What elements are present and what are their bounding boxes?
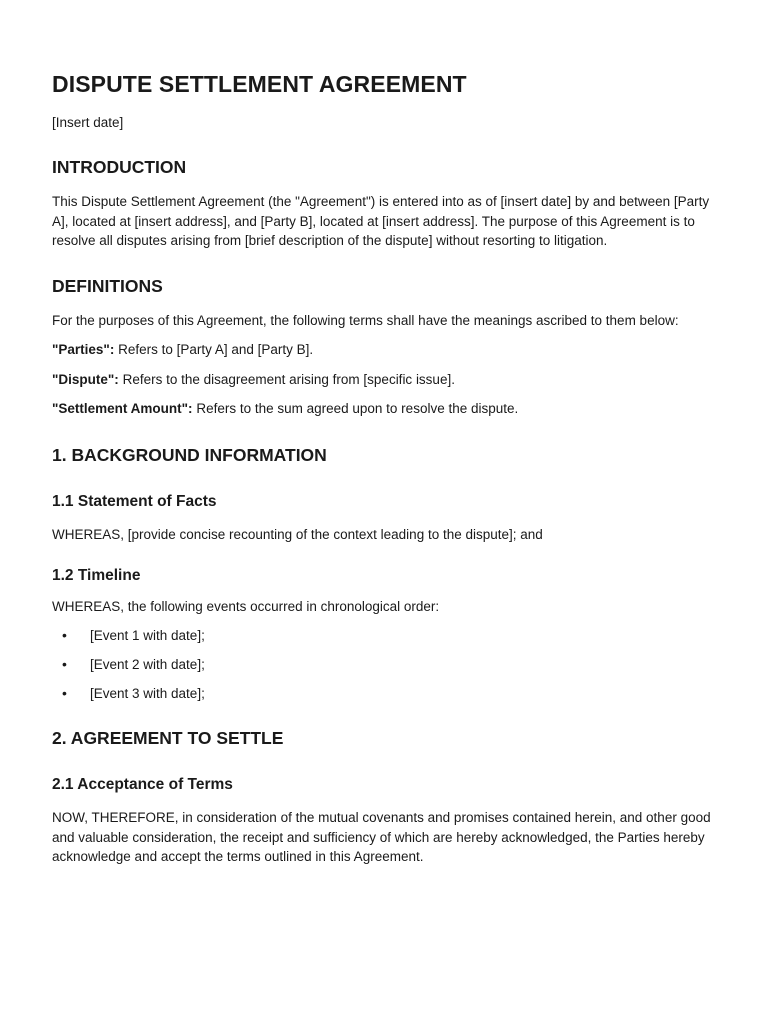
event-text: [Event 1 with date];: [90, 627, 205, 643]
introduction-body: This Dispute Settlement Agreement (the "Agreement") is entered into as of [insert date] by and between [Party A], located at [insert address], and [Party B], located at [insert address]. The purpose of this Agreement is to resolve all disputes arising from [brief description of the dispute] without resorting to litigation.: [52, 194, 710, 248]
background-heading: 1. BACKGROUND INFORMATION: [52, 444, 327, 465]
definitions-heading: DEFINITIONS: [52, 275, 163, 296]
timeline-heading: 1.2 Timeline: [52, 567, 141, 584]
timeline-event-list: [52, 626, 722, 704]
definitions-lead: For the purposes of this Agreement, the following terms shall have the meanings ascribed to them below:: [52, 312, 679, 328]
date-placeholder: [Insert date]: [52, 115, 124, 130]
statement-of-facts-heading: 1.1 Statement of Facts: [52, 492, 217, 510]
statement-of-facts-subsection: [52, 492, 722, 545]
definition-term: "Parties":: [52, 342, 115, 357]
introduction-section: [52, 156, 722, 251]
list-item: [52, 626, 722, 646]
definition-item: [52, 340, 722, 360]
introduction-heading: INTRODUCTION: [52, 157, 187, 177]
bullet-icon: •: [62, 655, 67, 672]
list-item: [52, 684, 722, 704]
document-page: [52, 70, 722, 867]
agreement-heading: 2. AGREEMENT TO SETTLE: [52, 728, 284, 748]
bullet-icon: •: [62, 626, 67, 643]
event-text: [Event 3 with date];: [90, 685, 205, 701]
definition-item: [52, 370, 722, 390]
list-item: [52, 655, 722, 675]
document-title: DISPUTE SETTLEMENT AGREEMENT: [52, 71, 467, 97]
definition-item: [52, 399, 722, 419]
definition-term: "Dispute":: [52, 371, 119, 387]
timeline-body: WHEREAS, the following events occurred in chronological order:: [52, 599, 440, 614]
background-section: [52, 444, 722, 704]
bullet-icon: •: [62, 684, 67, 701]
definition-text: Refers to the sum agreed upon to resolve the dispute.: [192, 401, 519, 416]
agreement-section: [52, 727, 722, 867]
event-text: [Event 2 with date];: [90, 656, 205, 672]
acceptance-subsection: [52, 775, 722, 867]
acceptance-body: NOW, THEREFORE, in consideration of the mutual covenants and promises contained herein, and other good and valuable consideration, the receipt and sufficiency of which are hereby acknowledged, the Parties hereby acknowledge and accept the terms outlined in this Agreement.: [52, 810, 711, 864]
definition-text: Refers to the disagreement arising from [specific issue].: [118, 371, 455, 387]
definitions-section: [52, 275, 722, 419]
acceptance-heading: 2.1 Acceptance of Terms: [52, 776, 233, 793]
timeline-subsection: [52, 566, 722, 703]
definition-text: Refers to [Party A] and [Party B].: [114, 342, 314, 357]
statement-of-facts-body: WHEREAS, [provide concise recounting of the context leading to the dispute]; and: [52, 526, 543, 542]
definition-term: "Settlement Amount":: [52, 401, 193, 416]
